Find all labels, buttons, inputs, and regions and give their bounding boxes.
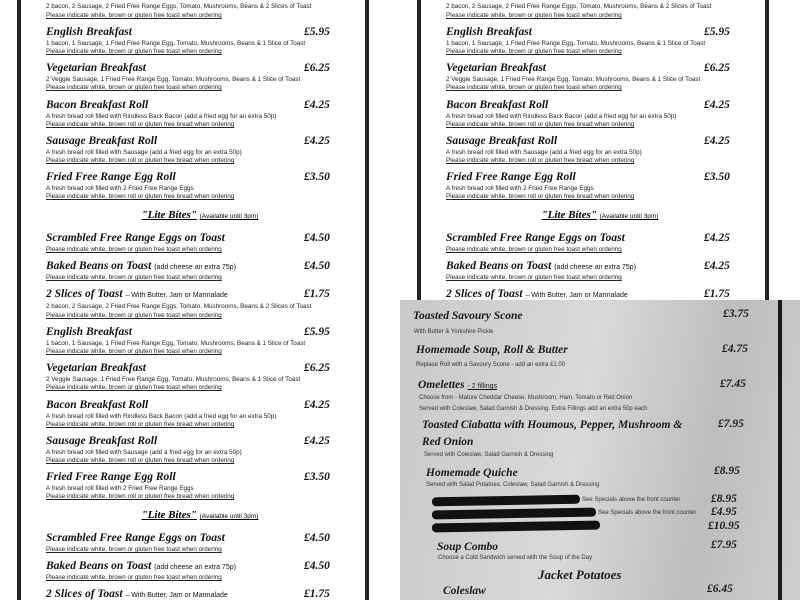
menu-item-price: £6.25 xyxy=(304,62,330,74)
menu-frame-left xyxy=(17,0,21,300)
menu-item-price: £5.95 xyxy=(704,26,730,38)
menu-item-note: Please indicate white, brown or gluten free toast when ordering xyxy=(46,274,222,281)
menu-item-title: English Breakfast xyxy=(46,326,132,338)
breakfast-menu-photo-2 xyxy=(400,0,800,300)
menu-item-title-text: Baked Beans on Toast xyxy=(46,560,152,572)
menu-item-price: £4.95 xyxy=(711,506,737,518)
menu-item-title: Bacon Breakfast Roll xyxy=(446,99,549,111)
menu-item-price: £4.50 xyxy=(304,232,330,244)
menu-item-description: A fresh bread roll filled with 2 Fried Free Range Eggs xyxy=(446,185,594,192)
menu-item-note: Please indicate white, brown or gluten free toast when ordering xyxy=(46,384,222,391)
menu-frame-left xyxy=(417,0,421,300)
menu-item-description: See Specials above the front counter xyxy=(582,497,681,503)
menu-item-description: 1 bacon, 1 Sausage, 1 Fried Free Range Egg, Tomato, Mushrooms, Beans & 1 Slice of Toast xyxy=(46,40,306,47)
menu-item-price: £1.75 xyxy=(304,288,330,300)
menu-item-description: A fresh bread roll filled with Sausage (add a fried egg for an extra 50p) xyxy=(446,149,642,156)
menu-item-title-line-2: Red Onion xyxy=(422,436,474,448)
menu-item-price: £1.75 xyxy=(704,288,730,300)
menu-item-price: £7.45 xyxy=(720,378,746,390)
menu-item-suffix: – With Butter, Jam or Marmalade xyxy=(125,592,228,599)
menu-item-price: £5.95 xyxy=(304,326,330,338)
menu-item-description: A fresh bread roll filled with Rindless Back Bacon (add a fried egg for an extra 50p) xyxy=(46,413,277,420)
menu-item-title: Homemade Soup, Roll & Butter xyxy=(416,344,568,356)
menu-item-title: English Breakfast xyxy=(46,26,132,38)
redacted-item xyxy=(432,495,580,507)
menu-item-title xyxy=(418,379,497,391)
menu-item-price: £3.50 xyxy=(704,171,730,183)
menu-item-price: £8.95 xyxy=(714,465,740,477)
breakfast-menu-photo-3 xyxy=(0,300,400,600)
menu-item-price: £4.25 xyxy=(304,399,330,411)
menu-item-description: 2 Veggie Sausage, 1 Fried Free Range Egg, Tomato, Mushrooms, Beans & 1 Slice of Toast xyxy=(46,376,301,383)
menu-item-suffix: (add cheese an extra 75p) xyxy=(154,564,236,571)
menu-item-description: Replace Roll with a Savoury Scone - add an extra £1.00 xyxy=(416,362,566,368)
menu-item-note: Please indicate white, brown or gluten free toast when ordering xyxy=(46,574,222,581)
menu-frame-right xyxy=(365,0,369,300)
menu-item-note: Please indicate white, brown or gluten free toast when ordering xyxy=(446,12,622,19)
breakfast-menu-photo-1 xyxy=(0,0,400,300)
menu-item-suffix: – With Butter, Jam or Marmalade xyxy=(525,292,628,299)
menu-frame-right xyxy=(365,300,369,600)
menu-item-price: £8.95 xyxy=(711,493,737,505)
menu-item-price: £4.25 xyxy=(704,260,730,272)
menu-item-description: 2 bacon, 2 Sausage, 2 Fried Free Range Eggs, Tomato, Mushrooms, Beans & 2 Slices of Toast xyxy=(446,3,712,10)
section-title: Jacket Potatoes xyxy=(538,567,622,582)
redacted-item xyxy=(432,521,600,533)
menu-item-description: A fresh bread roll filled with Rindless Back Bacon (add a fried egg for an extra 50p) xyxy=(446,113,677,120)
section-header xyxy=(0,509,400,521)
menu-item-title-text: Scrambled Free Range Eggs on Toast xyxy=(46,532,225,544)
menu-item-note: Please indicate white, brown roll or gluten free bread when ordering xyxy=(46,421,235,428)
menu-item-note: Please indicate white, brown roll or gluten free bread when ordering xyxy=(46,157,235,164)
menu-item-price: £4.25 xyxy=(304,135,330,147)
menu-item-note: Please indicate white, brown roll or gluten free bread when ordering xyxy=(46,193,235,200)
menu-item-note: Please indicate white, brown or gluten free toast when ordering xyxy=(446,246,622,253)
menu-item-note: Please indicate white, brown roll or gluten free bread when ordering xyxy=(46,493,235,500)
menu-item-suffix: (add cheese an extra 75p) xyxy=(554,264,636,271)
menu-item-title: Fried Free Range Egg Roll xyxy=(46,471,176,483)
section-subtitle: (Available until 3pm) xyxy=(199,513,259,520)
menu-item-title xyxy=(46,260,236,272)
menu-item-title xyxy=(46,232,225,244)
menu-item-note: Please indicate white, brown or gluten free toast when ordering xyxy=(46,546,222,553)
menu-item-suffix: – With Butter, Jam or Marmalade xyxy=(125,292,228,299)
menu-frame-left xyxy=(17,300,21,600)
menu-item-note: Please indicate white, brown or gluten free toast when ordering xyxy=(46,48,222,55)
menu-item-price: £4.50 xyxy=(304,560,330,572)
menu-item-price: £7.95 xyxy=(718,418,744,430)
section-subtitle: (Available until 3pm) xyxy=(599,213,659,220)
menu-item-description: A fresh bread roll filled with Sausage (add a fried egg for an extra 50p) xyxy=(46,149,242,156)
menu-item-price: £4.75 xyxy=(722,343,748,355)
menu-frame-edge xyxy=(778,300,782,600)
section-header xyxy=(400,209,800,221)
menu-item-title: Fried Free Range Egg Roll xyxy=(46,171,176,183)
menu-frame-right xyxy=(765,0,769,300)
menu-item-title xyxy=(46,288,228,300)
redacted-item xyxy=(432,508,596,520)
menu-item-price: £4.25 xyxy=(304,99,330,111)
section-subtitle: (Available until 3pm) xyxy=(199,213,259,220)
menu-item-note: Please indicate white, brown roll or gluten free bread when ordering xyxy=(446,157,635,164)
menu-item-note: Please indicate white, brown roll or gluten free bread when ordering xyxy=(46,457,235,464)
menu-item-description: With Butter & Yorkshire Pickle xyxy=(414,329,494,335)
menu-item-price: £6.25 xyxy=(304,362,330,374)
menu-item-description: A fresh bread roll filled with 2 Fried Free Range Eggs xyxy=(46,485,194,492)
menu-item-title: Vegetarian Breakfast xyxy=(446,62,546,74)
menu-item-title-text: Baked Beans on Toast xyxy=(46,260,152,272)
menu-item-title: Toasted Ciabatta with Houmous, Pepper, Mushroom & xyxy=(422,419,683,431)
menu-item-suffix: (add cheese an extra 75p) xyxy=(154,264,236,271)
menu-item-price: £4.25 xyxy=(304,435,330,447)
menu-item-title: Toasted Savoury Scone xyxy=(413,310,523,322)
menu-item-note: Please indicate white, brown or gluten free toast when ordering xyxy=(46,312,222,319)
menu-item-price: £5.95 xyxy=(304,26,330,38)
menu-item-title-text: Omelettes xyxy=(418,379,465,391)
menu-item-description: 1 bacon, 1 Sausage, 1 Fried Free Range Egg, Tomato, Mushrooms, Beans & 1 Slice of Toast xyxy=(46,340,306,347)
menu-item-note: Please indicate white, brown roll or gluten free bread when ordering xyxy=(446,121,635,128)
menu-item-price: £7.95 xyxy=(711,539,737,551)
menu-item-note: Please indicate white, brown roll or gluten free bread when ordering xyxy=(446,193,635,200)
menu-item-title: Vegetarian Breakfast xyxy=(46,62,146,74)
menu-item-description: A fresh bread roll filled with Sausage (add a fried egg for an extra 50p) xyxy=(46,449,242,456)
section-title: "Lite Bites" xyxy=(541,209,597,221)
menu-item-title: Fried Free Range Egg Roll xyxy=(446,171,576,183)
menu-item-title: Bacon Breakfast Roll xyxy=(46,99,149,111)
menu-item-description: Choose a Cold Sandwich served with the Soup of the Day xyxy=(438,555,593,561)
menu-item-note: Please indicate white, brown or gluten free toast when ordering xyxy=(446,48,622,55)
menu-item-title-text: 2 Slices of Toast xyxy=(46,588,123,600)
menu-item-price: £10.95 xyxy=(708,520,740,532)
menu-item-price: £4.25 xyxy=(704,99,730,111)
menu-item-note: Please indicate white, brown or gluten free toast when ordering xyxy=(46,12,222,19)
menu-item-note: Please indicate white, brown or gluten free toast when ordering xyxy=(46,246,222,253)
menu-item-description: 2 bacon, 2 Sausage, 2 Fried Free Range Eggs, Tomato, Mushrooms, Beans & 2 Slices of Toast xyxy=(46,3,312,10)
menu-item-note: Please indicate white, brown roll or gluten free bread when ordering xyxy=(46,121,235,128)
menu-item-note: Please indicate white, brown or gluten free toast when ordering xyxy=(446,274,622,281)
menu-item-description: See Specials above the front counter xyxy=(598,510,697,516)
menu-item-note: Please indicate white, brown or gluten free toast when ordering xyxy=(46,84,222,91)
menu-item-suffix: - 2 fillings xyxy=(467,383,498,390)
menu-item-price: £4.25 xyxy=(704,232,730,244)
menu-item-price: £6.45 xyxy=(707,583,733,595)
menu-item-title: Homemade Quiche xyxy=(426,467,518,479)
menu-item-price: £3.75 xyxy=(723,308,749,320)
menu-item-title: Sausage Breakfast Roll xyxy=(46,435,158,447)
menu-item-description: 2 Veggie Sausage, 1 Fried Free Range Egg, Tomato, Mushrooms, Beans & 1 Slice of Toast xyxy=(46,76,301,83)
menu-item-price: £3.50 xyxy=(304,171,330,183)
menu-item-description: Served with Salad Potatoes, Coleslaw, Salad Garnish & Dressing xyxy=(426,482,600,488)
menu-item-note: Please indicate white, brown or gluten free toast when ordering xyxy=(46,348,222,355)
menu-item-price: £4.25 xyxy=(704,135,730,147)
menu-item-price: £6.25 xyxy=(704,62,730,74)
menu-item-price: £4.50 xyxy=(304,260,330,272)
menu-item-description: A fresh bread roll filled with Rindless Back Bacon (add a fried egg for an extra 50p) xyxy=(46,113,277,120)
menu-item-title: Soup Combo xyxy=(437,541,499,553)
menu-item-title-text: Scrambled Free Range Eggs on Toast xyxy=(446,232,625,244)
menu-item-title-text: Baked Beans on Toast xyxy=(446,260,552,272)
section-title: "Lite Bites" xyxy=(141,209,197,221)
menu-item-price: £4.50 xyxy=(304,532,330,544)
menu-item-title xyxy=(46,532,225,544)
menu-item-note: Served with Coleslaw, Salad Garnish & Dressing. Extra Fillings add an extra 50p each xyxy=(419,406,648,412)
menu-item-note: Please indicate white, brown or gluten free toast when ordering xyxy=(446,84,622,91)
menu-item-title xyxy=(446,260,636,272)
menu-item-title: Sausage Breakfast Roll xyxy=(446,135,558,147)
section-title: "Lite Bites" xyxy=(141,509,197,521)
menu-item-title xyxy=(446,288,628,300)
menu-item-title-text: 2 Slices of Toast xyxy=(446,288,523,300)
menu-item-description: Served with Coleslaw, Salad Garnish & Dressing xyxy=(424,452,554,458)
menu-item-description: 2 bacon, 2 Sausage, 2 Fried Free Range Eggs, Tomato, Mushrooms, Beans & 2 Slices of Toast xyxy=(46,303,312,310)
menu-item-description: A fresh bread roll filled with 2 Fried Free Range Eggs xyxy=(46,185,194,192)
lunch-menu-photo xyxy=(400,300,800,600)
menu-item-title: Sausage Breakfast Roll xyxy=(46,135,158,147)
menu-item-price: £1.75 xyxy=(304,588,330,600)
menu-item-description: Choose from - Mature Cheddar Cheese, Mushroom, Ham, Tomato or Red Onion xyxy=(419,395,633,401)
menu-item-description: 2 Veggie Sausage, 1 Fried Free Range Egg, Tomato, Mushrooms, Beans & 1 Slice of Toast xyxy=(446,76,701,83)
section-header xyxy=(0,209,400,221)
menu-item-title: Coleslaw xyxy=(443,585,486,597)
menu-item-description: 1 bacon, 1 Sausage, 1 Fried Free Range Egg, Tomato, Mushrooms, Beans & 1 Slice of Toast xyxy=(446,40,706,47)
menu-item-title: English Breakfast xyxy=(446,26,532,38)
menu-item-title-text: 2 Slices of Toast xyxy=(46,288,123,300)
menu-item-price: £3.50 xyxy=(304,471,330,483)
menu-item-title xyxy=(46,560,236,572)
menu-item-title-text: Scrambled Free Range Eggs on Toast xyxy=(46,232,225,244)
menu-item-title: Vegetarian Breakfast xyxy=(46,362,146,374)
menu-item-title: Bacon Breakfast Roll xyxy=(46,399,149,411)
menu-item-title xyxy=(46,588,228,600)
menu-item-title xyxy=(446,232,625,244)
